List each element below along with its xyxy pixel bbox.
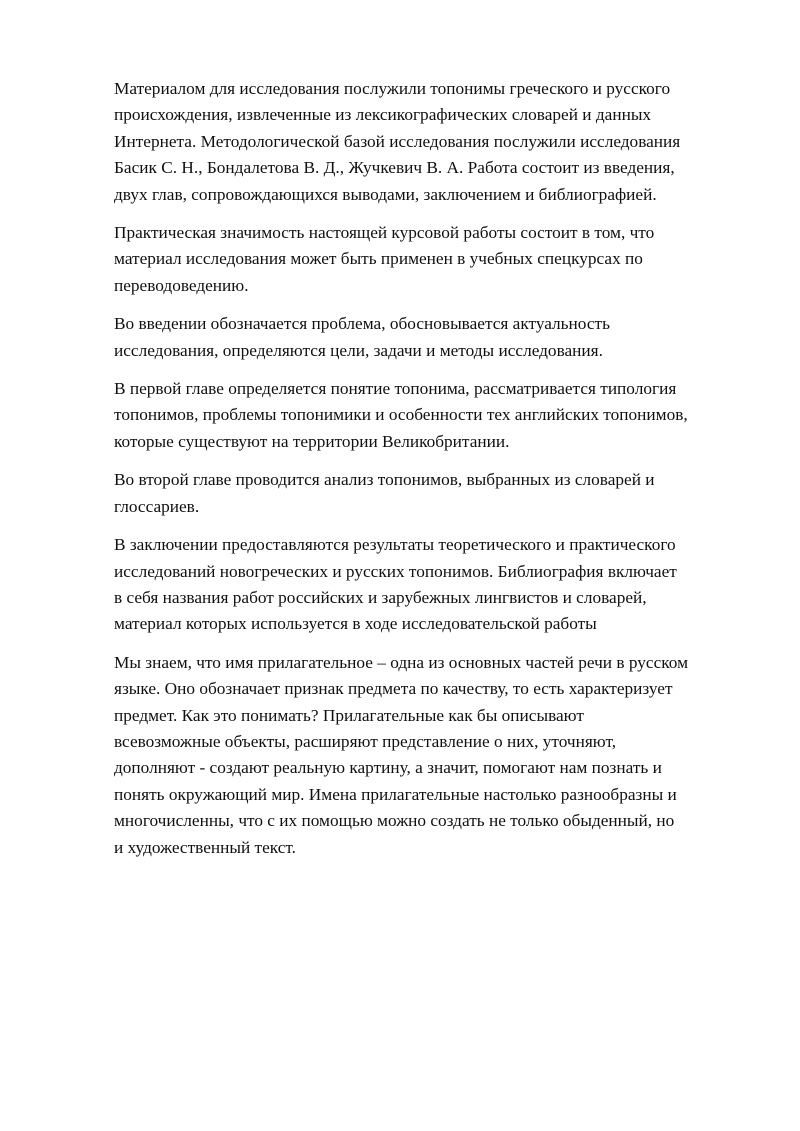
- paragraph-chapter-one: [114, 376, 746, 455]
- text-line: исследований новогреческих и русских топонимов. Библиография включает: [114, 561, 677, 581]
- text-line: многочисленны, что с их помощью можно создать не только обыденный, но: [114, 811, 675, 831]
- text-line: Интернета. Методологической базой исследования послужили исследования: [114, 131, 681, 151]
- text-line: переводоведению.: [114, 275, 249, 295]
- text-line: Мы знаем, что имя прилагательное – одна из основных частей речи в русском: [114, 652, 689, 672]
- document-body: [114, 76, 746, 873]
- paragraph-conclusion: [114, 532, 746, 638]
- text-line: и художественный текст.: [114, 837, 296, 857]
- text-line: в себя названия работ российских и зарубежных лингвистов и словарей,: [114, 587, 647, 607]
- paragraph-adjectives: [114, 650, 746, 861]
- text-line: Во второй главе проводится анализ топонимов, выбранных из словарей и: [114, 470, 655, 490]
- text-line: двух глав, сопровождающихся выводами, заключением и библиографией.: [114, 184, 657, 204]
- text-line: Материалом для исследования послужили топонимы греческого и русского: [114, 79, 671, 98]
- text-line: языке. Оно обозначает признак предмета по качеству, то есть характеризует: [114, 679, 673, 699]
- text-line: которые существуют на территории Великобритании.: [114, 431, 510, 451]
- paragraph-significance: [114, 220, 746, 299]
- text-line: В заключении предоставляются результаты теоретического и практического: [114, 535, 676, 555]
- text-line: топонимов, проблемы топонимики и особенности тех английских топонимов,: [114, 405, 688, 425]
- text-line: предмет. Как это понимать? Прилагательные как бы описывают: [114, 705, 584, 725]
- text-line: материал которых используется в ходе исследовательской работы: [114, 614, 597, 634]
- text-line: всевозможные объекты, расширяют представление о них, уточняют,: [114, 731, 617, 751]
- text-line: дополняют - создают реальную картину, а значит, помогают нам познать и: [114, 758, 662, 778]
- paragraph-introduction: [114, 311, 746, 364]
- text-line: происхождения, извлеченные из лексикографических словарей и данных: [114, 105, 652, 125]
- text-line: В первой главе определяется понятие топонима, рассматривается типология: [114, 379, 677, 399]
- text-line: глоссариев.: [114, 496, 200, 516]
- text-line: Практическая значимость настоящей курсовой работы состоит в том, что: [114, 223, 655, 243]
- paragraph-materials: [114, 76, 746, 208]
- text-line: исследования, определяются цели, задачи и методы исследования.: [114, 340, 603, 360]
- text-line: Басик С. Н., Бондалетова В. Д., Жучкевич В. А. Работа состоит из введения,: [114, 158, 675, 178]
- text-line: понять окружающий мир. Имена прилагательные настолько разнообразны и: [114, 784, 677, 804]
- text-line: материал исследования может быть применен в учебных спецкурсах по: [114, 249, 643, 269]
- text-line: Во введении обозначается проблема, обосновывается актуальность: [114, 314, 610, 334]
- paragraph-chapter-two: [114, 467, 746, 520]
